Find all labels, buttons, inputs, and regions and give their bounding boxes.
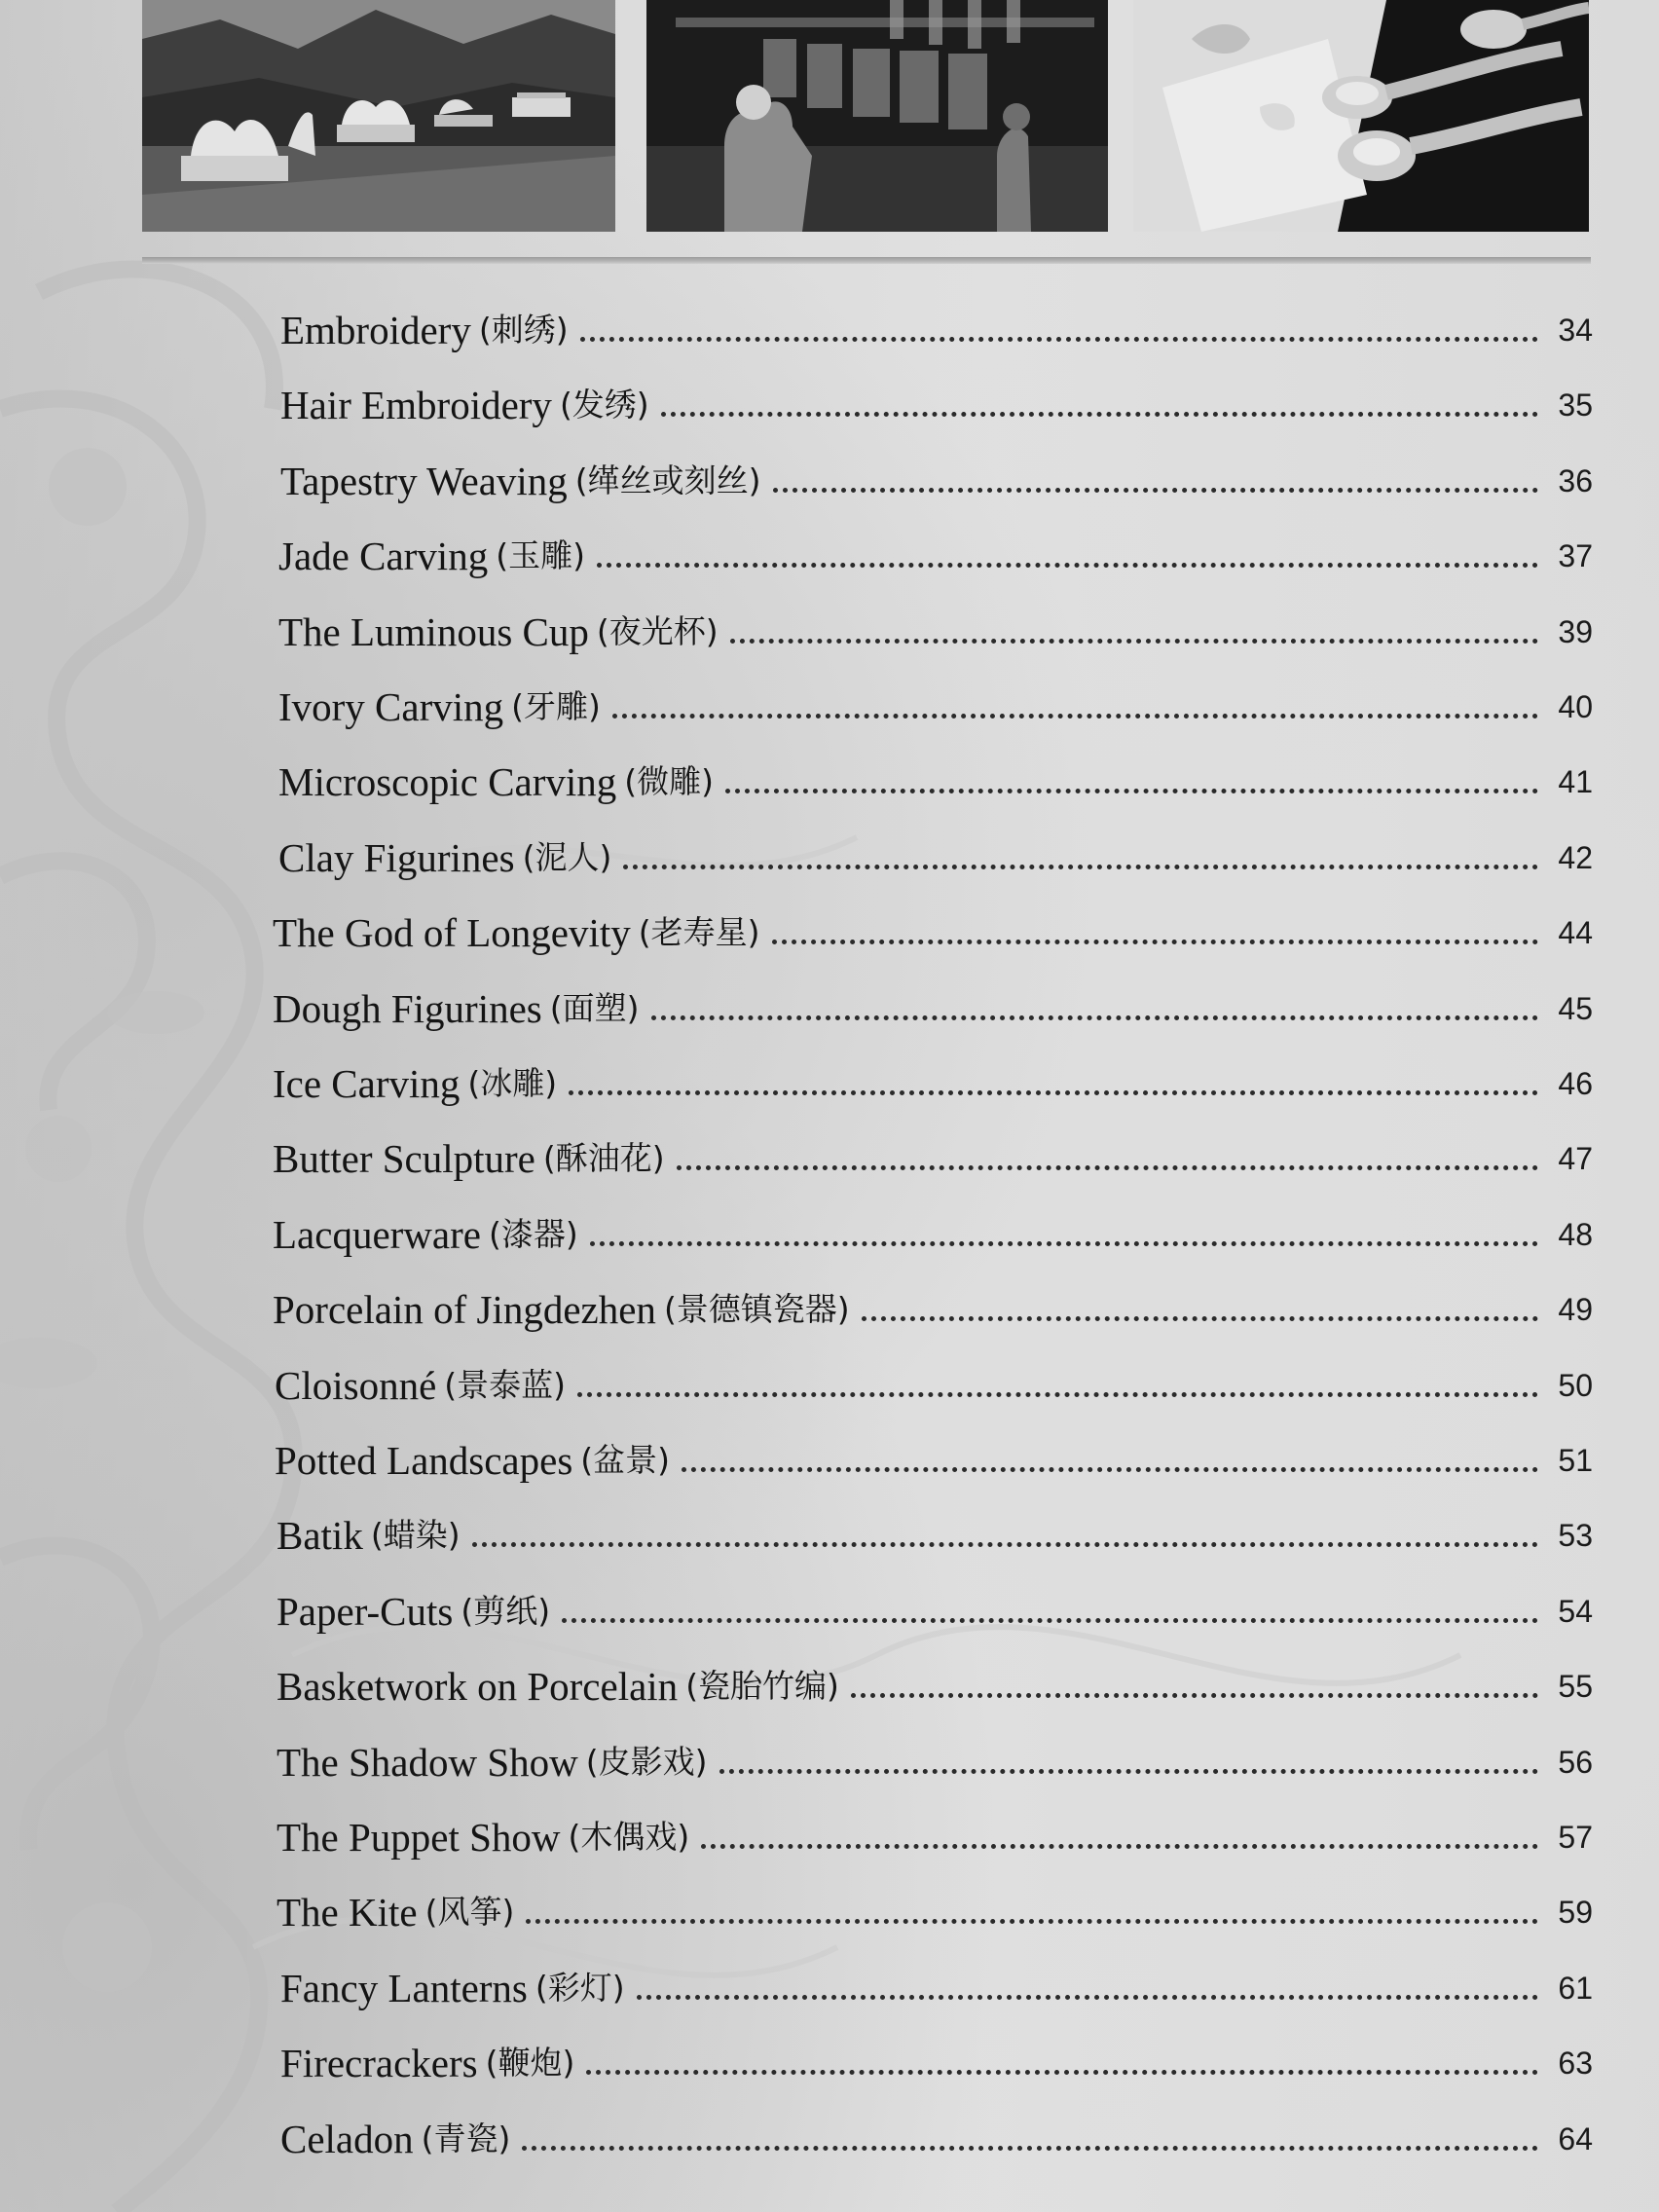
toc-entry <box>276 1652 1593 1711</box>
toc-entry-title: Hair Embroidery <box>280 383 552 427</box>
toc-entry-chinese-title: (盆景) <box>580 1441 671 1479</box>
toc-entry-title: The Kite <box>276 1890 418 1935</box>
toc-dot-leader <box>682 1467 1538 1472</box>
jade-carvings-photo <box>1133 0 1589 232</box>
toc-dot-leader <box>612 714 1538 719</box>
toc-entry-title: Potted Landscapes <box>275 1438 573 1483</box>
toc-entry <box>276 1728 1593 1787</box>
toc-dot-leader <box>569 1090 1538 1095</box>
toc-entry-title: Jade Carving <box>278 534 489 578</box>
toc-entry-title: Microscopic Carving <box>278 759 617 804</box>
toc-entry <box>273 1124 1593 1183</box>
toc-entry-page-number: 37 <box>1558 538 1593 573</box>
toc-entry-chinese-title: (皮影戏) <box>585 1743 708 1781</box>
toc-dot-leader <box>577 1392 1538 1397</box>
toc-entry-chinese-title: (缂丝或刻丝) <box>574 461 761 499</box>
toc-dot-leader <box>773 488 1538 493</box>
toc-entry <box>275 1351 1593 1410</box>
toc-entry-page-number: 48 <box>1558 1217 1593 1252</box>
toc-entry-chinese-title: (夜光杯) <box>596 612 719 650</box>
toc-entry-chinese-title: (冰雕) <box>467 1064 558 1102</box>
toc-entry-page-number: 35 <box>1558 387 1593 423</box>
toc-dot-leader <box>562 1618 1538 1623</box>
toc-entry <box>278 673 1593 731</box>
toc-entry-page-number: 45 <box>1558 991 1593 1026</box>
toc-entry-title: Porcelain of Jingdezhen <box>273 1287 656 1332</box>
toc-entry <box>280 2105 1593 2163</box>
toc-entry-page-number: 47 <box>1558 1141 1593 1176</box>
toc-entry <box>273 975 1593 1033</box>
toc-entry-page-number: 34 <box>1558 313 1593 348</box>
toc-entry-page-number: 41 <box>1558 764 1593 799</box>
toc-entry <box>273 1275 1593 1334</box>
toc-entry-title: Tapestry Weaving <box>280 459 568 503</box>
toc-entry-title: Fancy Lanterns <box>280 1966 528 2010</box>
bronze-bells-photo <box>646 0 1108 232</box>
toc-entry-chinese-title: (景泰蓝) <box>444 1366 567 1404</box>
toc-entry <box>273 899 1593 957</box>
toc-entry-chinese-title: (老寿星) <box>638 913 760 951</box>
toc-entry-chinese-title: (木偶戏) <box>568 1818 690 1856</box>
toc-entry-title: Firecrackers <box>280 2041 478 2085</box>
toc-entry-chinese-title: (剪纸) <box>461 1592 551 1630</box>
toc-dot-leader <box>772 940 1538 944</box>
toc-entry-page-number: 53 <box>1558 1518 1593 1553</box>
toc-entry-page-number: 57 <box>1558 1820 1593 1855</box>
toc-entry-chinese-title: (玉雕) <box>496 536 585 574</box>
toc-dot-leader <box>586 2070 1538 2075</box>
toc-entry <box>278 748 1593 806</box>
toc-entry-page-number: 50 <box>1558 1368 1593 1403</box>
toc-entry-title: Basketwork on Porcelain <box>276 1664 679 1709</box>
toc-entry-page-number: 49 <box>1558 1292 1593 1327</box>
toc-entry <box>276 1803 1593 1862</box>
toc-dot-leader <box>472 1542 1538 1547</box>
toc-entry-page-number: 39 <box>1558 614 1593 649</box>
toc-entry-page-number: 51 <box>1558 1443 1593 1478</box>
toc-entry-chinese-title: (蜡染) <box>370 1516 461 1554</box>
toc-entry-title: Ivory Carving <box>278 684 504 729</box>
toc-entry-chinese-title: (刺绣) <box>478 311 569 349</box>
toc-entry-chinese-title: (牙雕) <box>511 687 601 725</box>
toc-entry-chinese-title: (漆器) <box>488 1215 578 1253</box>
toc-entry <box>280 371 1593 429</box>
toc-dot-leader <box>851 1693 1538 1698</box>
toc-entry <box>276 1501 1593 1560</box>
toc-entry-title: Embroidery <box>280 308 471 352</box>
toc-dot-leader <box>597 563 1538 568</box>
toc-dot-leader <box>522 2146 1538 2151</box>
toc-entry-page-number: 56 <box>1558 1745 1593 1780</box>
toc-entry-page-number: 40 <box>1558 689 1593 724</box>
toc-entry-title: The Puppet Show <box>276 1815 561 1860</box>
toc-entry-chinese-title: (鞭炮) <box>485 2044 575 2082</box>
toc-entry-title: Ice Carving <box>273 1061 461 1106</box>
toc-entry-title: The Luminous Cup <box>278 609 589 654</box>
toc-entry-chinese-title: (彩灯) <box>535 1969 625 2007</box>
toc-entry <box>278 598 1593 656</box>
toc-entry <box>276 1577 1593 1636</box>
toc-entry-title: Dough Figurines <box>273 986 542 1031</box>
toc-entry-title: Cloisonné <box>275 1363 437 1408</box>
toc-entry-chinese-title: (面塑) <box>549 989 640 1027</box>
toc-entry-page-number: 63 <box>1558 2046 1593 2081</box>
toc-entry-title: Batik <box>276 1513 363 1558</box>
toc-dot-leader <box>677 1165 1538 1170</box>
toc-entry-chinese-title: (瓷胎竹编) <box>685 1667 839 1705</box>
toc-entry-title: Lacquerware <box>273 1212 481 1257</box>
header-divider <box>142 257 1591 264</box>
toc-entry-page-number: 64 <box>1558 2121 1593 2157</box>
toc-dot-leader <box>719 1769 1538 1774</box>
toc-entry-page-number: 54 <box>1558 1594 1593 1629</box>
toc-dot-leader <box>526 1919 1538 1924</box>
toc-entry-title: Butter Sculpture <box>273 1136 535 1181</box>
toc-dot-leader <box>661 412 1538 417</box>
toc-entry <box>273 1050 1593 1108</box>
toc-dot-leader <box>701 1844 1538 1849</box>
toc-entry <box>278 824 1593 882</box>
toc-entry-chinese-title: (景德镇瓷器) <box>663 1290 850 1328</box>
toc-dot-leader <box>623 865 1538 869</box>
toc-entry-page-number: 36 <box>1558 463 1593 498</box>
toc-entry-title: Clay Figurines <box>278 835 515 880</box>
toc-entry-page-number: 59 <box>1558 1895 1593 1930</box>
toc-entry-title: The Shadow Show <box>276 1740 578 1785</box>
toc-entry-chinese-title: (发绣) <box>559 386 649 424</box>
toc-dot-leader <box>725 789 1538 793</box>
toc-dot-leader <box>580 337 1538 342</box>
toc-dot-leader <box>637 1995 1538 2000</box>
toc-entry-page-number: 46 <box>1558 1066 1593 1101</box>
toc-entry-chinese-title: (泥人) <box>522 838 612 876</box>
toc-dot-leader <box>590 1241 1538 1246</box>
toc-entry-chinese-title: (青瓷) <box>421 2120 511 2157</box>
toc-entry <box>280 1954 1593 2012</box>
toc-entry-title: The God of Longevity <box>273 910 631 955</box>
toc-entry-title: Paper-Cuts <box>276 1589 454 1634</box>
toc-entry <box>276 1878 1593 1936</box>
toc-entry <box>278 522 1593 580</box>
toc-entry <box>275 1426 1593 1485</box>
toc-entry-chinese-title: (酥油花) <box>542 1139 665 1177</box>
toc-dot-leader <box>651 1015 1539 1020</box>
toc-entry-page-number: 61 <box>1558 1971 1593 2006</box>
stone-camel-statues-photo <box>142 0 615 232</box>
toc-entry <box>280 2029 1593 2087</box>
toc-entry <box>273 1200 1593 1259</box>
toc-entry <box>280 447 1593 505</box>
toc-entry-page-number: 42 <box>1558 840 1593 875</box>
toc-entry-title: Celadon <box>280 2117 414 2161</box>
toc-entry-page-number: 44 <box>1558 915 1593 950</box>
toc-entry-chinese-title: (微雕) <box>624 762 715 800</box>
toc-entry-page-number: 55 <box>1558 1669 1593 1704</box>
toc-entry <box>280 296 1593 354</box>
toc-dot-leader <box>862 1316 1538 1321</box>
toc-dot-leader <box>730 639 1538 644</box>
toc-entry-chinese-title: (风筝) <box>424 1893 515 1931</box>
